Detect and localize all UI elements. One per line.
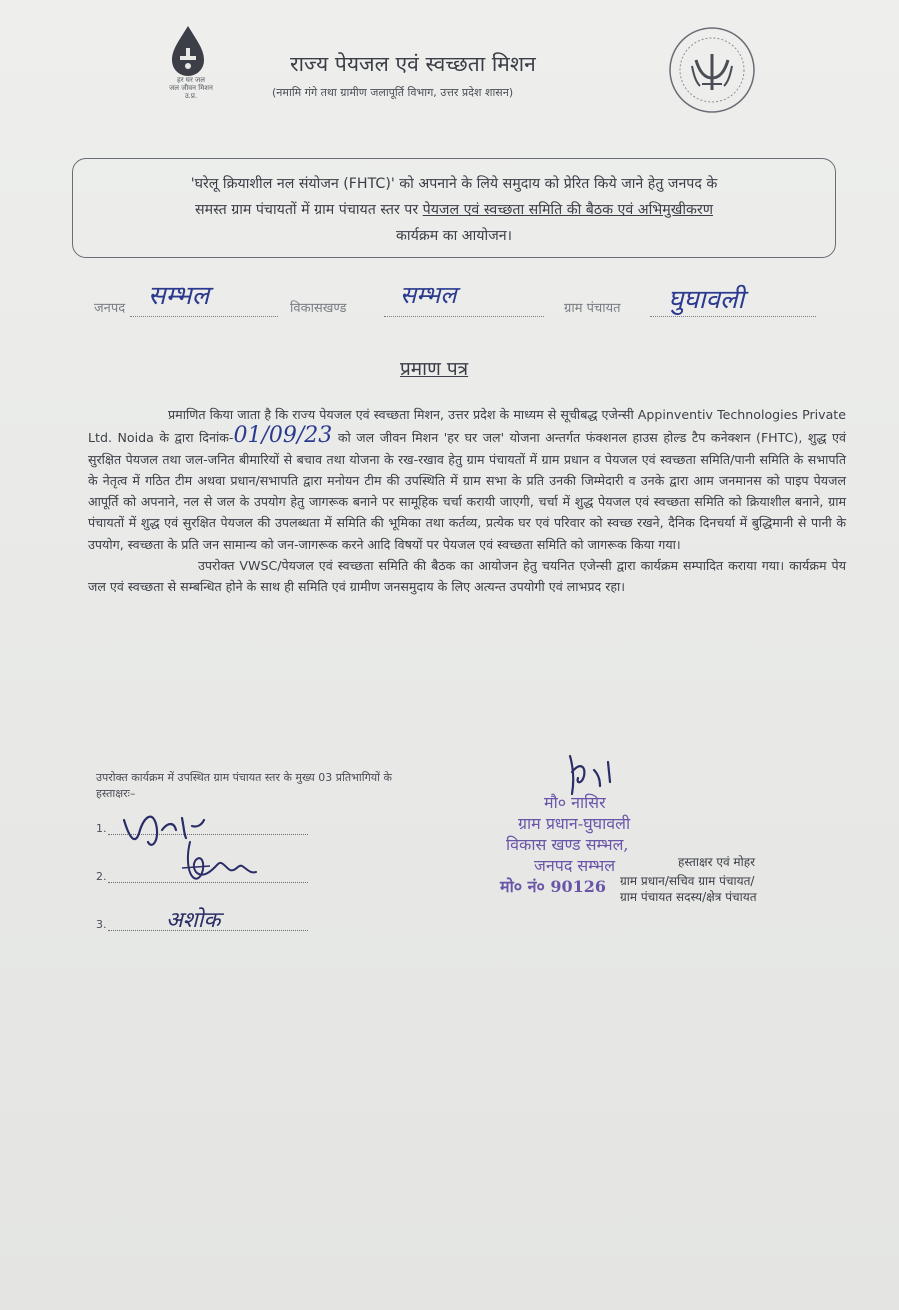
participant-number-1: 1. — [96, 822, 107, 835]
signature-2 — [176, 838, 276, 888]
district-label: जनपद — [94, 301, 126, 316]
signatory-role-1: ग्राम प्रधान/सचिव ग्राम पंचायत/ — [620, 874, 755, 888]
stamp-district: जनपद सम्भल — [534, 856, 616, 875]
logo-caption: हर घर जल जल जीवन मिशन उ.प्र. — [169, 76, 213, 100]
district-value: सम्भल — [148, 281, 210, 311]
paragraph-2: उपरोक्त VWSC/पेयजल एवं स्वच्छता समिति की बैठक का आयोजन हेतु चयनित एजेन्सी द्वारा कार्यक्रम सम्पादित कराया गया। कार्यक्रम पेय जल एवं स्वच्छता से सम्बन्धित होने के साथ ही समिति एवं ग्रामीण जनसमुदाय के लिए अत्यन्त उपयोगी एवं लाभप्रद रहा। — [88, 558, 846, 595]
topic-line-3: कार्यक्रम का आयोजन। — [396, 228, 512, 244]
program-date: 01/09/23 — [233, 423, 333, 449]
sign-and-seal-label: हस्ताक्षर एवं मोहर — [678, 855, 756, 869]
topic-line-2: समस्त ग्राम पंचायतों में ग्राम पंचायत स्तर पर पेयजल एवं स्वच्छता समिति की बैठक एवं अभिमुखीकरण — [195, 202, 713, 218]
topic-line-1: 'घरेलू क्रियाशील नल संयोजन (FHTC)' को अपनाने के लिये समुदाय को प्रेरित किये जाने हेतु जनपद के — [190, 176, 718, 192]
signatures-intro: उपरोक्त कार्यक्रम में उपस्थित ग्राम पंचायत स्तर के मुख्य 03 प्रतिभागियों के हस्ताक्षरः– — [96, 771, 392, 800]
certificate-body — [88, 404, 846, 598]
stamp-designation: ग्राम प्रधान-घुघावली — [518, 814, 631, 833]
district-line — [130, 316, 278, 317]
participant-number-3: 3. — [96, 918, 107, 931]
paragraph-1: प्रमाणित किया जाता है कि राज्य पेयजल एवं स्वच्छता मिशन, उत्तर प्रदेश के माध्यम से सूचीबद्ध एजेन्सी Appinventiv Technologies Private Ltd. Noida के द्वारा दिनांक-01/09/23 को जल जीवन मिशन 'हर घर जल' योजना अन्तर्गत फंक्शनल हाउस होल्ड टैप कनेक्शन (FHTC), शुद्ध एवं सुरक्षित पेयजल तथा जल-जनित बीमारियों से बचाव तथा योजना के रख-रखाव हेतु ग्राम पंचायतों में ग्राम प्रधान व पेयजल एवं स्वच्छता समिति/पानी समिति के सभापति के नेतृत्व में गठित टीम अथवा प्रधान/सभापति द्वारा मनोयन टीम की उपस्थिति में ग्राम सभा के प्रति उनकी जिम्मेदारी व उनके द्वारा आम जनमानस को पाइप पेयजल आपूर्ति को अपनाने, नल से जल के उपयोग हेतु जागरूक बनाने पर सामूहिक चर्चा करायी जाएगी, चर्चा में शुद्ध पेयजल एवं स्वच्छता समिति को क्रियाशील बनाने, ग्राम पंचायतों में शुद्ध एवं सुरक्षित पेयजल की उपलब्धता में समिति की भूमिका तथा कर्तव्य, प्रत्येक घर एवं परिवार को स्वच्छ रखने, दैनिक दिनचर्या में बुद्धिमानी से पानी के उपयोग, स्वच्छता के प्रति जन सामान्य को जन-जागरूक करने आदि विषयों पर पेयजल एवं स्वच्छता समिति को जागरूक किया गया। — [88, 407, 846, 552]
stamp-block: विकास खण्ड सम्भल, — [506, 835, 629, 854]
up-government-emblem — [666, 24, 758, 116]
participant-number-2: 2. — [96, 870, 107, 883]
panchayat-line — [650, 316, 816, 317]
signatory-role-2: ग्राम पंचायत सदस्य/क्षेत्र पंचायत — [620, 890, 757, 904]
mission-title: राज्य पेयजल एवं स्वच्छता मिशन — [290, 52, 536, 76]
signature-3: अशोक — [166, 908, 221, 933]
certificate-title: प्रमाण पत्र — [400, 358, 469, 380]
mission-subtitle: (नमामि गंगे तथा ग्रामीण जलापूर्ति विभाग, उत्तर प्रदेश शासन) — [272, 86, 514, 99]
stamp-name: मौ० नासिर — [544, 793, 606, 812]
stamp-mobile: मो० नं० 90126 — [500, 877, 607, 896]
panchayat-value: घुघावली — [668, 285, 745, 315]
block-label: विकासखण्ड — [290, 301, 347, 316]
block-value: सम्भल — [400, 281, 457, 309]
program-topic-box — [72, 158, 836, 258]
block-line — [384, 316, 544, 317]
panchayat-label: ग्राम पंचायत — [564, 301, 621, 316]
